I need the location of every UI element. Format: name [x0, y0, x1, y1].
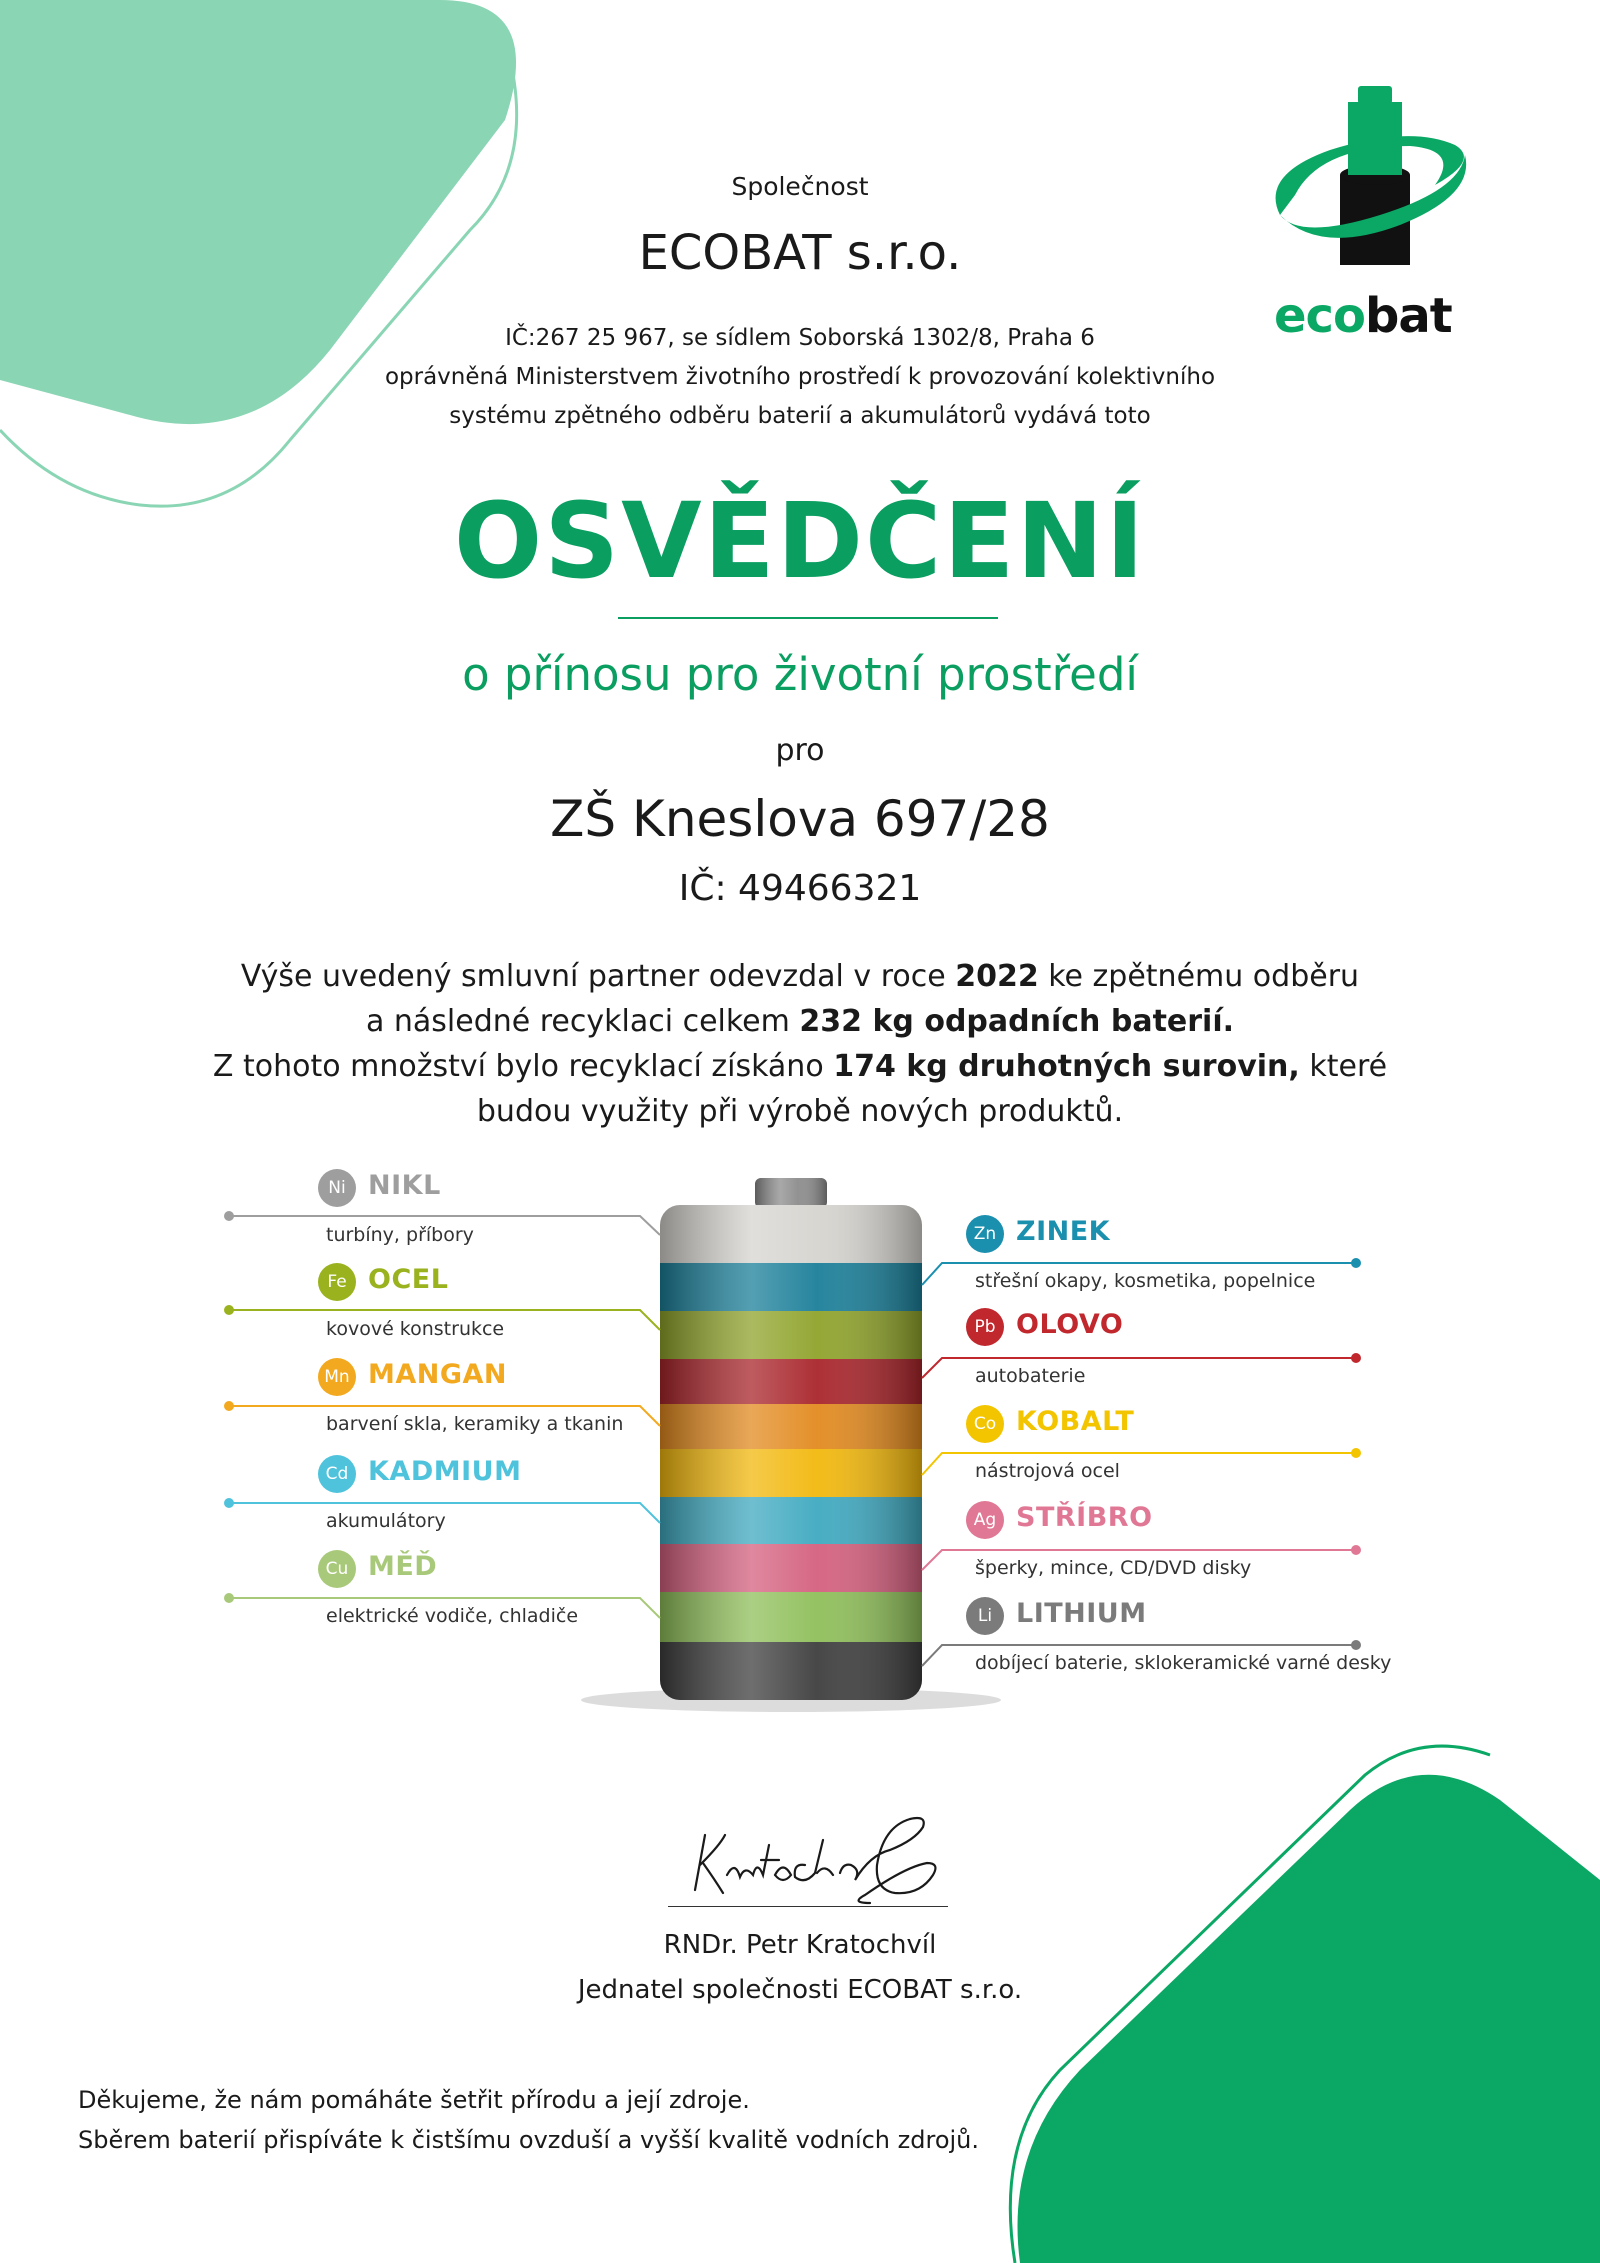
element-use: akumulátory — [326, 1510, 446, 1532]
certificate-subtitle: o přínosu pro životní prostředí — [462, 648, 1138, 701]
element-symbol-badge: Cu — [318, 1550, 356, 1588]
element-name: NIKL — [368, 1170, 441, 1201]
element-symbol-badge: Co — [966, 1405, 1004, 1443]
element-symbol-badge: Fe — [318, 1263, 356, 1301]
element-symbol-badge: Zn — [966, 1215, 1004, 1253]
element-name: ZINEK — [1016, 1216, 1111, 1247]
element-use: nástrojová ocel — [975, 1460, 1120, 1482]
company-label: Společnost — [731, 172, 869, 201]
for-label: pro — [775, 733, 825, 768]
intro-line: a následné recyklaci celkem 232 kg odpadních baterií. — [365, 1004, 1235, 1039]
element-use: kovové konstrukce — [326, 1318, 505, 1340]
element-name: LITHIUM — [1016, 1598, 1147, 1629]
company-info-line: systému zpětného odběru baterií a akumulátorů vydává toto — [449, 403, 1151, 429]
logo-wordmark-bat: bat — [1364, 288, 1452, 344]
company-name: ECOBAT s.r.o. — [638, 225, 962, 281]
element-name: KOBALT — [1016, 1406, 1135, 1437]
footer-line: Děkujeme, že nám pomáháte šetřit přírodu a její zdroje. — [78, 2086, 750, 2114]
element-symbol-badge: Ni — [318, 1169, 356, 1207]
logo-wordmark-eco: eco — [1274, 288, 1365, 344]
element-symbol-badge: Mn — [318, 1358, 356, 1396]
element-symbol-badge: Ag — [966, 1501, 1004, 1539]
element-symbol-badge: Pb — [966, 1308, 1004, 1346]
element-use: turbíny, příbory — [326, 1224, 474, 1246]
signatory-name: RNDr. Petr Kratochvíl — [663, 1930, 937, 1960]
element-name: STŘÍBRO — [1016, 1502, 1153, 1533]
element-use: šperky, mince, CD/DVD disky — [975, 1557, 1252, 1579]
handwritten-signature — [665, 1805, 965, 1915]
element-symbol-badge: Cd — [318, 1455, 356, 1493]
element-use: střešní okapy, kosmetika, popelnice — [975, 1270, 1316, 1292]
element-name: KADMIUM — [368, 1456, 522, 1487]
intro-line: Výše uvedený smluvní partner odevzdal v roce 2022 ke zpětnému odběru — [240, 959, 1360, 994]
element-name: MĚĎ — [368, 1551, 438, 1582]
element-name: MANGAN — [368, 1359, 508, 1390]
signatory-role: Jednatel společnosti ECOBAT s.r.o. — [577, 1975, 1023, 2005]
company-info-line: IČ:267 25 967, se sídlem Soborská 1302/8, Praha 6 — [505, 325, 1095, 351]
element-name: OCEL — [368, 1264, 449, 1295]
signature-line — [668, 1906, 948, 1907]
element-use: elektrické vodiče, chladiče — [326, 1605, 579, 1627]
element-use: dobíjecí baterie, sklokeramické varné desky — [975, 1652, 1392, 1674]
footer-line: Sběrem baterií přispíváte k čistšímu ovzduší a vyšší kvalitě vodních zdrojů. — [78, 2126, 980, 2154]
recipient-name: ZŠ Kneslova 697/28 — [550, 790, 1050, 848]
element-use: barvení skla, keramiky a tkanin — [326, 1413, 624, 1435]
company-info-line: oprávněná Ministerstvem životního prostředí k provozování kolektivního — [384, 364, 1216, 390]
footer-note — [78, 2080, 979, 2160]
element-use: autobaterie — [975, 1365, 1086, 1387]
intro-line: budou využity při výrobě nových produktů. — [476, 1094, 1124, 1129]
element-name: OLOVO — [1016, 1309, 1124, 1340]
certificate-title: OSVĚDČENÍ — [453, 480, 1147, 602]
intro-line: Z tohoto množství bylo recyklací získáno 174 kg druhotných surovin, které — [212, 1049, 1388, 1084]
recipient-id: IČ: 49466321 — [678, 868, 922, 909]
element-symbol-badge: Li — [966, 1597, 1004, 1635]
